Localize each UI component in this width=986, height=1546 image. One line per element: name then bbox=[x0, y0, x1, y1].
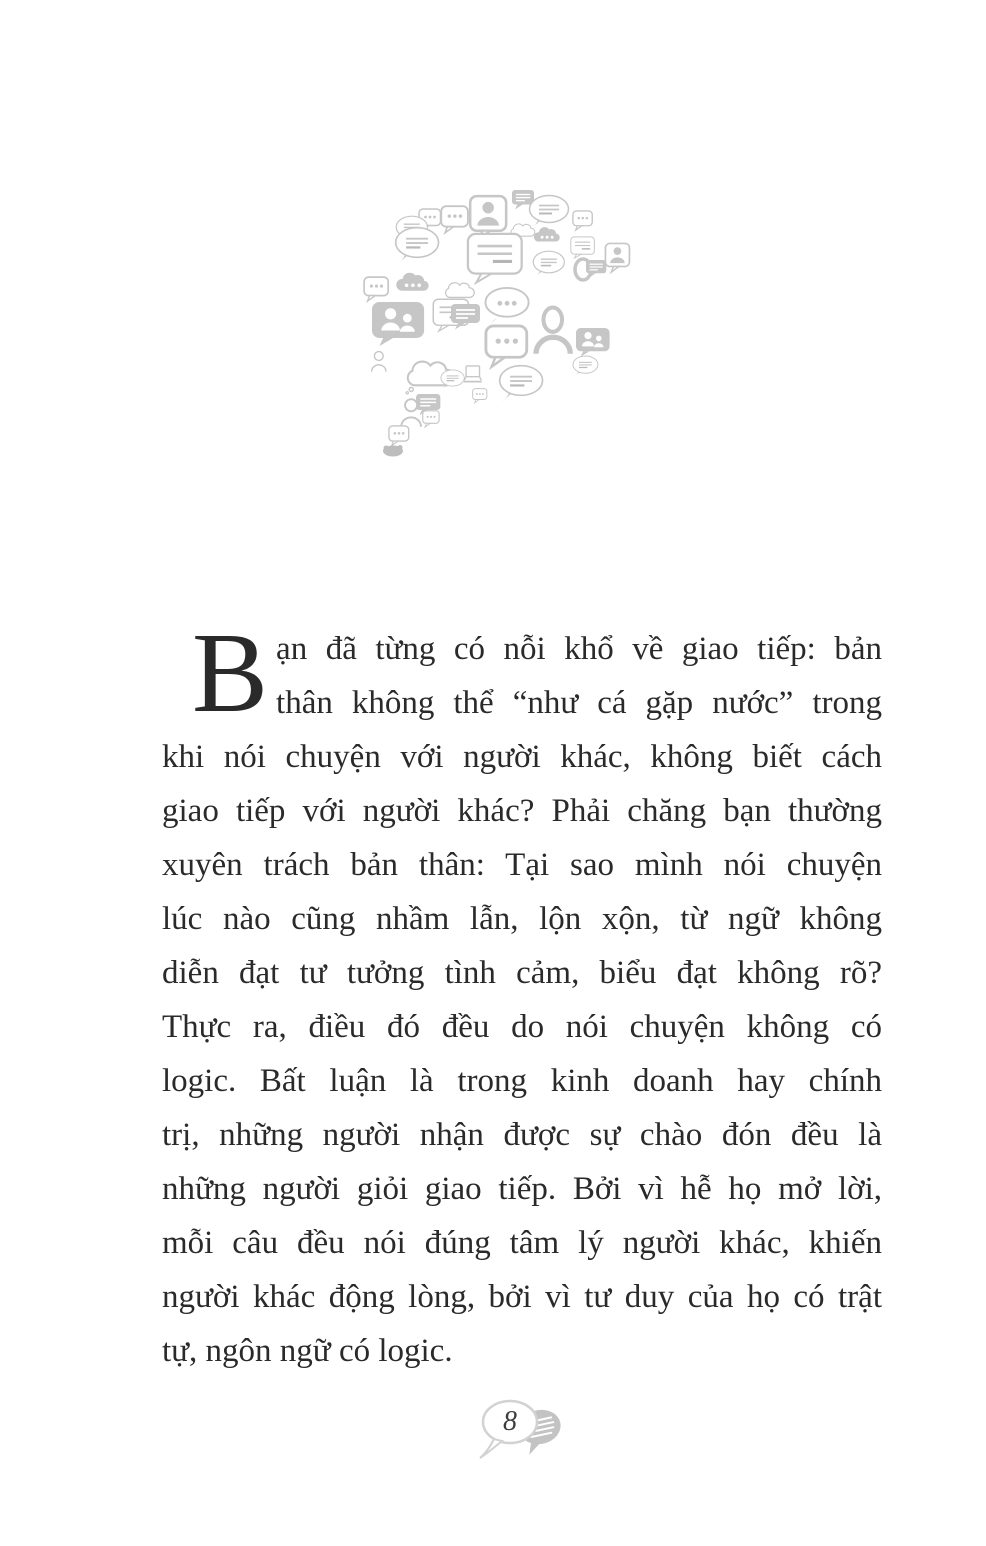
paragraph-line: giao tiếp với người khác? Phải chăng bạn thường bbox=[162, 793, 882, 829]
paragraph-line: diễn đạt tư tưởng tình cảm, biểu đạt không rõ? bbox=[162, 955, 882, 991]
paragraph-line: những người giỏi giao tiếp. Bởi vì hễ họ mở lời, bbox=[162, 1171, 882, 1207]
speech-bubble-collage-illustration bbox=[356, 180, 668, 472]
paragraph-line: logic. Bất luận là trong kinh doanh hay chính bbox=[162, 1063, 882, 1099]
paragraph-line: mỗi câu đều nói đúng tâm lý người khác, khiến bbox=[162, 1225, 882, 1261]
body-paragraph bbox=[162, 609, 882, 1378]
page-footer bbox=[476, 1396, 576, 1462]
paragraph-line: Thực ra, điều đó đều do nói chuyện không có bbox=[162, 1009, 882, 1045]
paragraph-line: thân không thể “như cá gặp nước” trong bbox=[276, 685, 882, 721]
drop-cap: B bbox=[192, 609, 269, 736]
paragraph-line: trị, những người nhận được sự chào đón đều là bbox=[162, 1117, 882, 1153]
paragraph-line: người khác động lòng, bởi vì tư duy của họ có trật bbox=[162, 1279, 882, 1315]
paragraph-line: tự, ngôn ngữ có logic. bbox=[162, 1333, 453, 1369]
speech-bubble-collage-svg bbox=[356, 180, 668, 472]
paragraph-line: khi nói chuyện với người khác, không biết cách bbox=[162, 739, 882, 775]
paragraph-line: lúc nào cũng nhầm lẫn, lộn xộn, từ ngữ không bbox=[162, 901, 882, 937]
paragraph-line: ạn đã từng có nỗi khổ về giao tiếp: bản bbox=[276, 631, 882, 667]
paragraph-line: xuyên trách bản thân: Tại sao mình nói chuyện bbox=[162, 847, 882, 883]
page-number: 8 bbox=[503, 1406, 517, 1437]
page-number-bubble-icon bbox=[476, 1396, 576, 1462]
